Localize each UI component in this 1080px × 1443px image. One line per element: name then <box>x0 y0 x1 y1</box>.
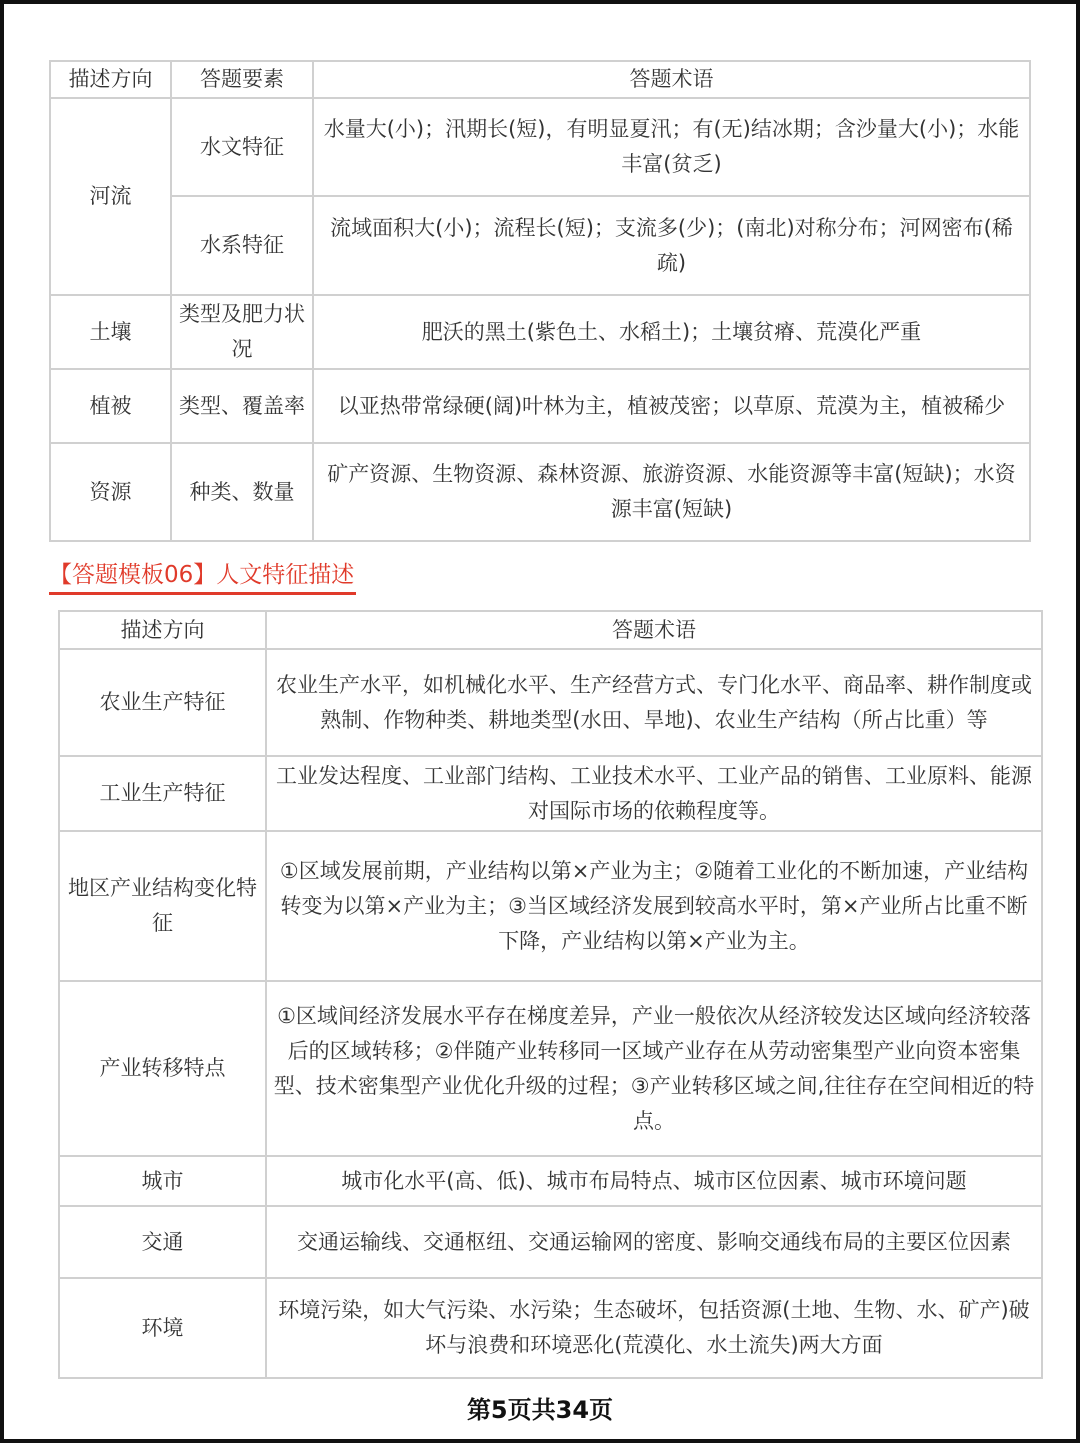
table-row <box>59 1156 1042 1206</box>
terms-cell: 环境污染，如大气污染、水污染；生态破坏，包括资源(土地、生物、水、矿产)破坏与浪费和环境恶化(荒漠化、水土流失)两大方面 <box>266 1278 1042 1378</box>
direction-cell: 交通 <box>59 1206 266 1278</box>
terms-cell: 以亚热带常绿硬(阔)叶林为主，植被茂密；以草原、荒漠为主，植被稀少 <box>313 369 1030 443</box>
terms-cell: ①区域间经济发展水平存在梯度差异，产业一般依次从经济较发达区域向经济较落后的区域转移；②伴随产业转移同一区域产业存在从劳动密集型产业向资本密集型、技术密集型产业优化升级的过程；③产业转移区域之间,往往存在空间相近的特点。 <box>266 981 1042 1156</box>
table-row <box>50 295 1030 369</box>
header-direction: 描述方向 <box>50 61 171 98</box>
element-cell: 种类、数量 <box>171 443 313 541</box>
header-element: 答题要素 <box>171 61 313 98</box>
natural-features-table <box>49 60 1031 542</box>
element-cell: 水系特征 <box>171 196 313 295</box>
table-row <box>59 649 1042 756</box>
table-header-row <box>59 611 1042 649</box>
direction-cell: 土壤 <box>50 295 171 369</box>
table-header-row <box>50 61 1030 98</box>
table-row <box>59 981 1042 1156</box>
page-number: 第5页共34页 <box>466 1396 614 1424</box>
element-cell: 类型及肥力状况 <box>171 295 313 369</box>
human-features-table <box>58 610 1043 1379</box>
direction-cell: 农业生产特征 <box>59 649 266 756</box>
direction-cell: 植被 <box>50 369 171 443</box>
table-row <box>50 98 1030 196</box>
section-heading: 【答题模板06】人文特征描述 <box>49 558 356 595</box>
terms-cell: 肥沃的黑土(紫色土、水稻土)；土壤贫瘠、荒漠化严重 <box>313 295 1030 369</box>
header-terms: 答题术语 <box>313 61 1030 98</box>
terms-cell: ①区域发展前期，产业结构以第×产业为主；②随着工业化的不断加速，产业结构转变为以第×产业为主；③当区域经济发展到较高水平时，第×产业所占比重不断下降，产业结构以第×产业为主。 <box>266 831 1042 981</box>
direction-cell: 产业转移特点 <box>59 981 266 1156</box>
direction-cell: 河流 <box>50 98 171 295</box>
terms-cell: 工业发达程度、工业部门结构、工业技术水平、工业产品的销售、工业原料、能源对国际市场的依赖程度等。 <box>266 756 1042 831</box>
terms-cell: 交通运输线、交通枢纽、交通运输网的密度、影响交通线布局的主要区位因素 <box>266 1206 1042 1278</box>
terms-cell: 城市化水平(高、低)、城市布局特点、城市区位因素、城市环境问题 <box>266 1156 1042 1206</box>
table-row <box>50 196 1030 295</box>
element-cell: 水文特征 <box>171 98 313 196</box>
direction-cell: 资源 <box>50 443 171 541</box>
table-row <box>50 443 1030 541</box>
terms-cell: 农业生产水平，如机械化水平、生产经营方式、专门化水平、商品率、耕作制度或熟制、作物种类、耕地类型(水田、旱地)、农业生产结构（所占比重）等 <box>266 649 1042 756</box>
direction-cell: 工业生产特征 <box>59 756 266 831</box>
direction-cell: 环境 <box>59 1278 266 1378</box>
terms-cell: 矿产资源、生物资源、森林资源、旅游资源、水能资源等丰富(短缺)；水资源丰富(短缺) <box>313 443 1030 541</box>
direction-cell: 地区产业结构变化特征 <box>59 831 266 981</box>
table-row <box>59 1206 1042 1278</box>
table-row <box>50 369 1030 443</box>
element-cell: 类型、覆盖率 <box>171 369 313 443</box>
table-row <box>59 1278 1042 1378</box>
header-terms: 答题术语 <box>266 611 1042 649</box>
table-row <box>59 756 1042 831</box>
direction-cell: 城市 <box>59 1156 266 1206</box>
table-row <box>59 831 1042 981</box>
header-direction: 描述方向 <box>59 611 266 649</box>
terms-cell: 水量大(小)；汛期长(短)，有明显夏汛；有(无)结冰期；含沙量大(小)；水能丰富(贫乏) <box>313 98 1030 196</box>
terms-cell: 流域面积大(小)；流程长(短)；支流多(少)；(南北)对称分布；河网密布(稀疏) <box>313 196 1030 295</box>
